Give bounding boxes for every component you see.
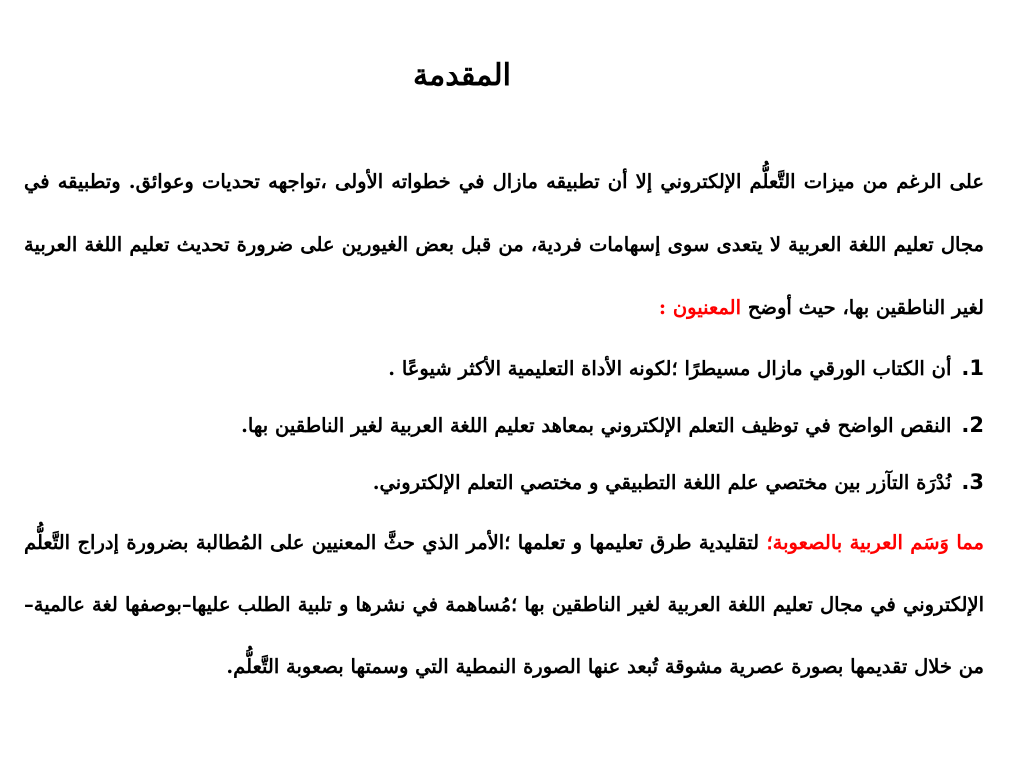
list-item	[24, 397, 984, 454]
list-item	[24, 454, 984, 511]
closing-highlight: مما وَسَم العربية بالصعوبة؛	[766, 531, 984, 554]
slide-title: المقدمة	[413, 58, 511, 93]
list-item-text: أن الكتاب الورقي مازال مسيطرًا ؛لكونه الأداة التعليمية الأكثر شيوعًا .	[388, 357, 952, 380]
closing-paragraph	[24, 512, 984, 698]
list-item-text: نُدْرَة التآزر بين مختصي علم اللغة التطبيقي و مختصي التعلم الإلكتروني.	[372, 471, 952, 494]
list-item-number: 3.	[961, 470, 984, 494]
list-item-text: النقص الواضح في توظيف التعلم الإلكتروني بمعاهد تعليم اللغة العربية لغير الناطقين بها.	[241, 414, 952, 437]
intro-highlight: المعنيون :	[658, 296, 742, 319]
list-item-number: 2.	[961, 413, 984, 437]
intro-text: على الرغم من ميزات التَّعلُّم الإلكتروني إلا أن تطبيقه مازال في خطواته الأولى ،تواجهه تحديات وعوائق. وتطبيقه في مجال تعليم اللغة العربية لا يتعدى سوى إسهامات فردية، من قبل بعض الغيورين على ضرورة تحديث تعليم اللغة العربية لغير الناطقين بها، حيث أوضح	[24, 170, 984, 319]
points-list	[24, 340, 984, 511]
intro-paragraph	[24, 150, 984, 339]
list-item-number: 1.	[961, 356, 984, 380]
closing-text: لتقليدية طرق تعليمها و تعلمها ؛الأمر الذي حثَّ المعنيين على المُطالبة بضرورة إدراج التَّعلُّم الإلكتروني في مجال تعليم اللغة العربية لغير الناطقين بها ؛مُساهمة في نشرها و تلبية الطلب عليها–بوصفها لغة عالمية– من خلال تقديمها بصورة عصرية مشوقة تُبعد عنها الصورة النمطية التي وسمتها بصعوبة التَّعلُّم.	[24, 531, 984, 678]
list-item	[24, 340, 984, 397]
